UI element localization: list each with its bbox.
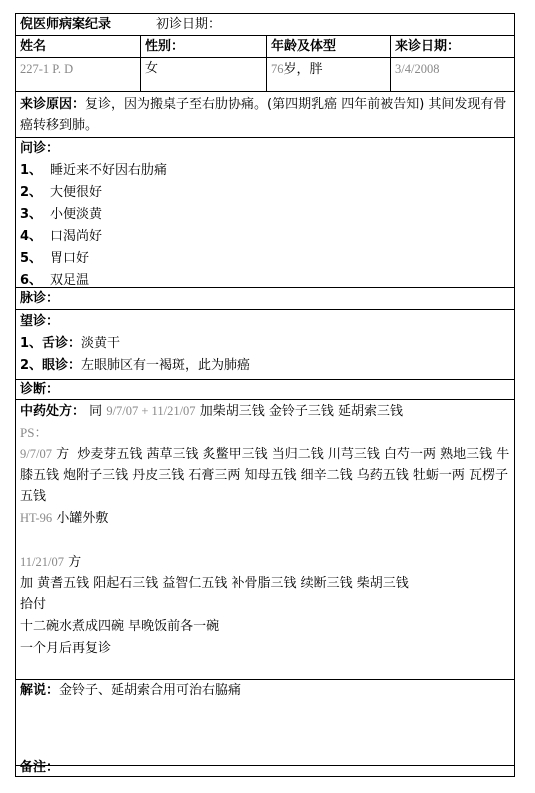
header-row xyxy=(16,14,514,36)
gender-header: 性别： xyxy=(145,39,185,54)
eye-diagnosis: 2、眼诊：左眼肺区有一褐斑，此为肺癌 xyxy=(20,358,251,373)
tongue-diagnosis: 1、舌诊：淡黄干 xyxy=(20,336,121,351)
inspection-label: 望诊： xyxy=(20,314,60,329)
inquiry-item: 2、 大便很好 xyxy=(20,185,103,200)
prescription-instructions: 十二碗水煮成四碗 早晚饭前各一碗 xyxy=(20,619,220,634)
prescription-formula-2-date: 11/21/07 方 xyxy=(20,555,82,570)
inquiry-item: 6、 双足温 xyxy=(20,273,90,288)
remarks-label: 备注： xyxy=(20,760,60,775)
explanation-section xyxy=(16,680,514,766)
diagnosis-section xyxy=(16,380,514,400)
inquiry-item: 5、 胃口好 xyxy=(20,251,90,266)
inquiry-item: 1、 睡近来不好因右肋痛 xyxy=(20,163,168,178)
name-header: 姓名 xyxy=(20,39,47,54)
pulse-label: 脉诊： xyxy=(20,291,60,306)
medical-record-form xyxy=(15,13,515,777)
prescription-formula-1: 9/7/07 方 炒麦芽五钱 茜草三钱 炙鳖甲三钱 当归二钱 川芎三钱 白芍一两 熟地三钱 牛膝五钱 炮附子三钱 丹皮三钱 石膏三两 知母五钱 细辛二钱 乌药五钱 牡蛎一两 瓦楞子五钱 xyxy=(20,447,510,504)
remarks-section xyxy=(16,760,514,776)
follow-up-note: 一个月后再复诊 xyxy=(20,641,112,656)
patient-age: 76岁，胖 xyxy=(271,62,323,77)
external-application: HT-96 小罐外敷 xyxy=(20,511,109,526)
ps-label: PS： xyxy=(20,425,48,440)
patient-header-row xyxy=(16,36,514,58)
prescription-doses: 拾付 xyxy=(20,597,47,612)
inquiry-section xyxy=(16,138,514,288)
explanation-text: 解说：金铃子、延胡索合用可治右脇痛 xyxy=(20,683,242,698)
inquiry-label: 问诊： xyxy=(20,141,60,156)
patient-name: 227-1 P. D xyxy=(20,62,74,76)
first-visit-date-label: 初诊日期： xyxy=(156,17,222,32)
patient-visit-date: 3/4/2008 xyxy=(395,62,440,76)
visit-date-header: 来诊日期： xyxy=(395,39,461,54)
prescription-formula-2-herbs: 加 黄耆五钱 阳起石三钱 益智仁五钱 补骨脂三钱 续断三钱 柴胡三钱 xyxy=(20,576,409,591)
pulse-section xyxy=(16,288,514,310)
prescription-section xyxy=(16,400,514,680)
patient-values-row xyxy=(16,58,514,92)
age-header: 年龄及体型 xyxy=(271,39,337,54)
record-title: 倪医师病案纪录 xyxy=(20,17,112,32)
diagnosis-label: 诊断： xyxy=(20,382,60,397)
reason-section xyxy=(16,92,514,138)
inquiry-item: 4、 口渴尚好 xyxy=(20,229,103,244)
prescription-line-1: 中药处方： 同 9/7/07 + 11/21/07 加柴胡三钱 金铃子三钱 延胡索三钱 xyxy=(20,404,403,419)
reason-text: 来诊原因：复诊，因为搬桌子至右肋协痛。(第四期乳癌 四年前被告知) 其间发现有骨癌转移到肺。 xyxy=(20,97,507,133)
inspection-section xyxy=(16,310,514,380)
patient-gender: 女 xyxy=(145,61,159,76)
inquiry-item: 3、 小便淡黄 xyxy=(20,207,103,222)
